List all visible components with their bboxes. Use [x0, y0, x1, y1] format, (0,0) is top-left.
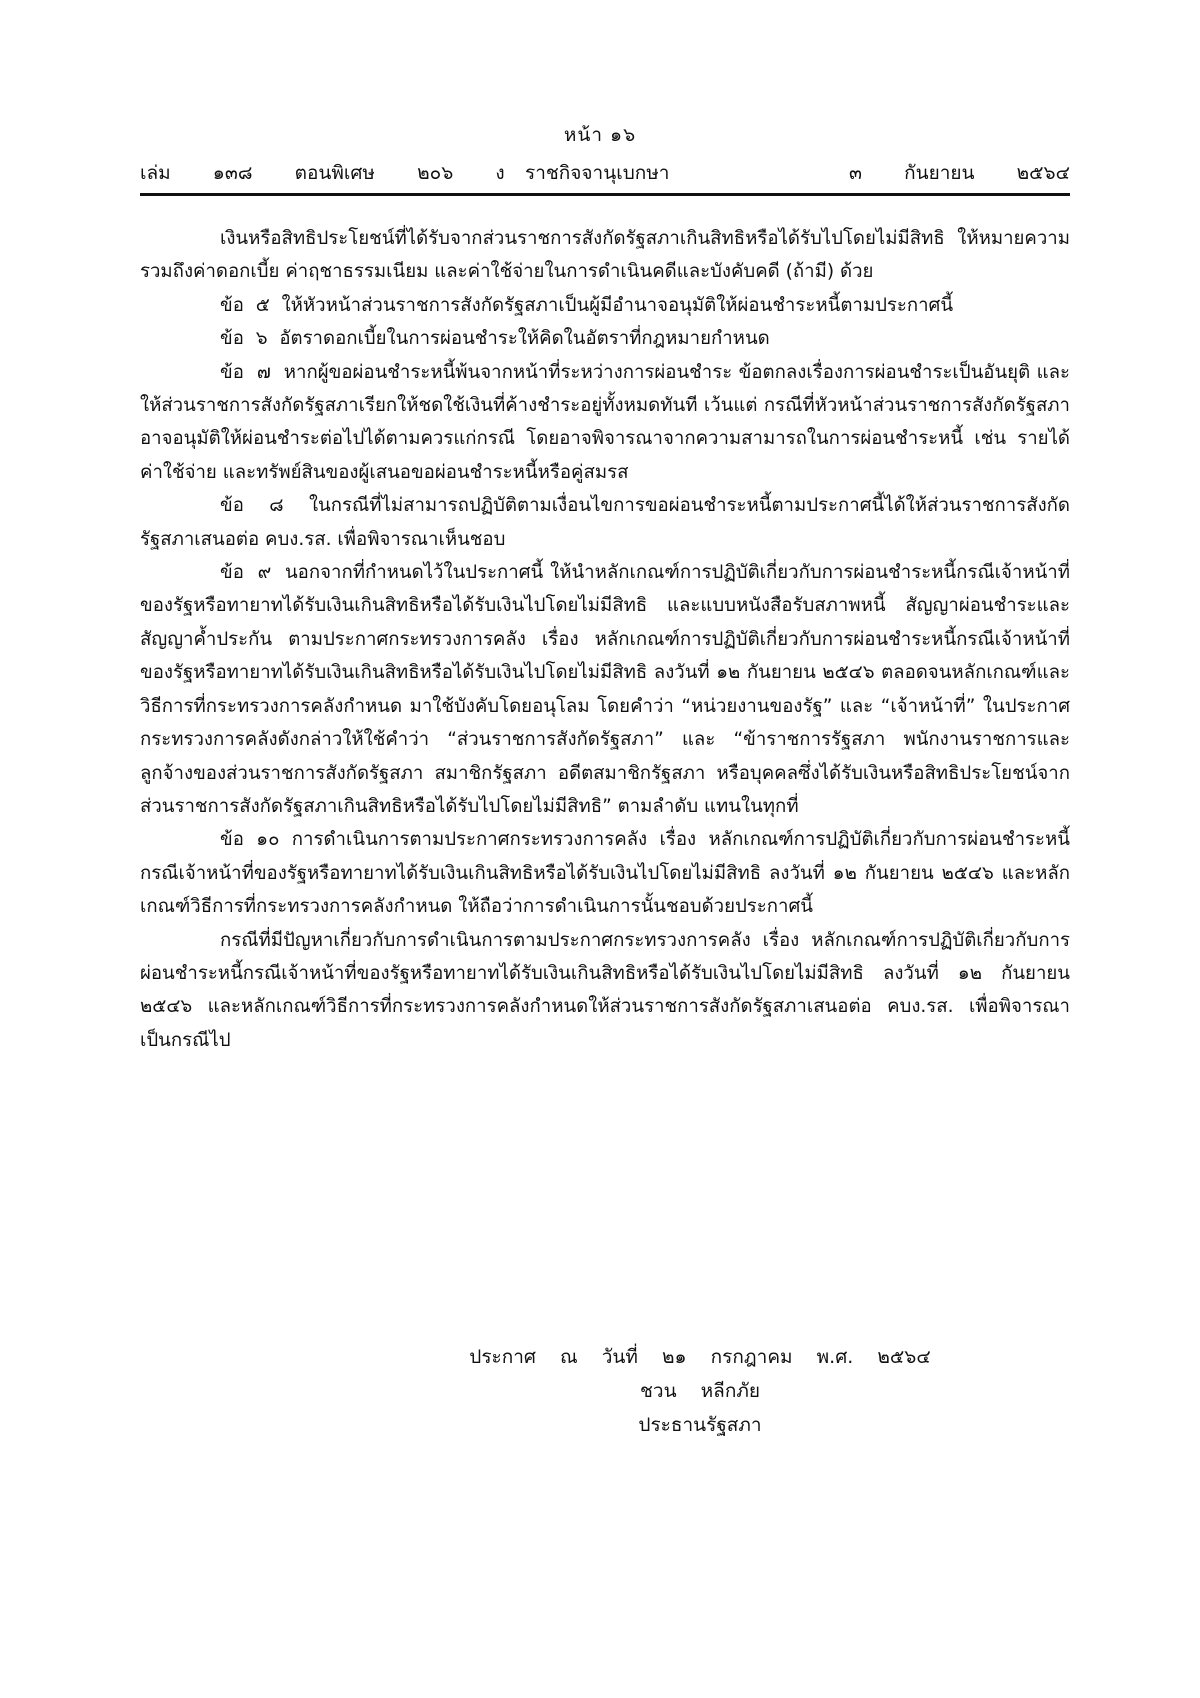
signatory-title: ประธานรัฐสภา: [638, 1414, 762, 1436]
signatory-name: ชวน หลีกภัย: [640, 1380, 760, 1402]
clause-label: ข้อ ๗: [220, 361, 284, 383]
clause-10: [140, 823, 1070, 923]
announcement-body: [140, 222, 1070, 1057]
clause-text: การดำเนินการตามประกาศกระทรวงการคลัง เรื่อง หลักเกณฑ์การปฏิบัติเกี่ยวกับการผ่อนชำระหนี้กรณีเจ้าหน้าที่ของรัฐหรือทายาทได้รับเงินเกินสิทธิหรือได้รับเงินไปโดยไม่มีสิทธิ ลงวันที่ ๑๒ กันยายน ๒๕๔๖ และหลักเกณฑ์วิธีการที่กระทรวงการคลังกำหนด ให้ถือว่าการดำเนินการนั้นชอบด้วยประกาศนี้: [140, 829, 1070, 918]
clause-text: อัตราดอกเบี้ยในการผ่อนชำระให้คิดในอัตราที่กฎหมายกำหนด: [279, 328, 770, 350]
clause-label: ข้อ ๘: [220, 495, 309, 517]
clause-text: ให้หัวหน้าส่วนราชการสังกัดรัฐสภาเป็นผู้มีอำนาจอนุมัติให้ผ่อนชำระหนี้ตามประกาศนี้: [281, 294, 954, 316]
signature-block: [460, 1340, 940, 1442]
clause-6: [140, 322, 1070, 355]
clause-8: [140, 489, 1070, 556]
paragraph-text: กรณีที่มีปัญหาเกี่ยวกับการดำเนินการตามประกาศกระทรวงการคลัง เรื่อง หลักเกณฑ์การปฏิบัติเกี่ยวกับการผ่อนชำระหนี้กรณีเจ้าหน้าที่ของรัฐหรือทายาทได้รับเงินเกินสิทธิหรือได้รับเงินไปโดยไม่มีสิทธิ ลงวันที่ ๑๒ กันยายน ๒๕๔๖ และหลักเกณฑ์วิธีการที่กระทรวงการคลังกำหนดให้ส่วนราชการสังกัดรัฐสภาเสนอต่อ คบง.รส. เพื่อพิจารณาเป็นกรณีไป: [140, 929, 1070, 1051]
clause-text: ในกรณีที่ไม่สามารถปฏิบัติตามเงื่อนไขการขอผ่อนชำระหนี้ตามประกาศนี้ได้ให้ส่วนราชการสังกัดรัฐสภาเสนอต่อ คบง.รส. เพื่อพิจารณาเห็นชอบ: [140, 495, 1070, 550]
clause-text: นอกจากที่กำหนดไว้ในประกาศนี้ ให้นำหลักเกณฑ์การปฏิบัติเกี่ยวกับการผ่อนชำระหนี้กรณีเจ้าหน้าที่ของรัฐหรือทายาทได้รับเงินเกินสิทธิหรือได้รับเงินไปโดยไม่มีสิทธิ และแบบหนังสือรับสภาพหนี้ สัญญาผ่อนชำระและสัญญาค้ำประกัน ตามประกาศกระทรวงการคลัง เรื่อง หลักเกณฑ์การปฏิบัติเกี่ยวกับการผ่อนชำระหนี้กรณีเจ้าหน้าที่ของรัฐหรือทายาทได้รับเงินเกินสิทธิหรือได้รับเงินไปโดยไม่มีสิทธิ ลงวันที่ ๑๒ กันยายน ๒๕๔๖ ตลอดจนหลักเกณฑ์และวิธีการที่กระทรวงการคลังกำหนด มาใช้บังคับโดยอนุโลม โดยคำว่า “หน่วยงานของรัฐ” และ “เจ้าหน้าที่” ในประกาศกระทรวงการคลังดังกล่าวให้ใช้คำว่า “ส่วนราชการสังกัดรัฐสภา” และ “ข้าราชการรัฐสภา พนักงานราชการและลูกจ้างของส่วนราชการสังกัดรัฐสภา สมาชิกรัฐสภา อดีตสมาชิกรัฐสภา หรือบุคคลซึ่งได้รับเงินหรือสิทธิประโยชน์จากส่วนราชการสังกัดรัฐสภาเกินสิทธิหรือได้รับไปโดยไม่มีสิทธิ” ตามลำดับ แทนในทุกที่: [140, 562, 1070, 817]
gazette-header: [140, 158, 1070, 188]
clause-label: ข้อ ๑๐: [220, 829, 292, 851]
volume-issue: เล่ม ๑๓๘ ตอนพิเศษ ๒๐๖ ง: [140, 162, 505, 184]
clause-text: หากผู้ขอผ่อนชำระหนี้พ้นจากหน้าที่ระหว่างการผ่อนชำระ ข้อตกลงเรื่องการผ่อนชำระเป็นอันยุติ และให้ส่วนราชการสังกัดรัฐสภาเรียกให้ชดใช้เงินที่ค้างชำระอยู่ทั้งหมดทันที เว้นแต่ กรณีที่หัวหน้าส่วนราชการสังกัดรัฐสภาอาจอนุมัติให้ผ่อนชำระต่อไปได้ตามควรแก่กรณี โดยอาจพิจารณาจากความสามารถในการผ่อนชำระหนี้ เช่น รายได้ ค่าใช้จ่าย และทรัพย์สินของผู้เสนอขอผ่อนชำระหนี้หรือคู่สมรส: [140, 361, 1070, 483]
clause-label: ข้อ ๖: [220, 328, 280, 350]
clause-label: ข้อ ๕: [220, 294, 282, 316]
header-divider: [140, 193, 1070, 196]
paragraph-text: เงินหรือสิทธิประโยชน์ที่ได้รับจากส่วนราชการสังกัดรัฐสภาเกินสิทธิหรือได้รับไปโดยไม่มีสิทธิ ให้หมายความรวมถึงค่าดอกเบี้ย ค่าฤชาธรรมเนียม และค่าใช้จ่ายในการดำเนินคดีและบังคับคดี (ถ้ามี) ด้วย: [140, 228, 1070, 283]
publication-date: ๓ กันยายน ๒๕๖๔: [849, 162, 1070, 184]
clause-7: [140, 356, 1070, 490]
page-number: หน้า ๑๖: [563, 124, 637, 146]
paragraph-definition: [140, 222, 1070, 289]
announcement-date: ประกาศ ณ วันที่ ๒๑ กรกฎาคม พ.ศ. ๒๕๖๔: [469, 1346, 931, 1368]
clause-5: [140, 289, 1070, 322]
clause-9: [140, 556, 1070, 823]
paragraph-problem-cases: [140, 924, 1070, 1058]
gazette-name: ราชกิจจานุเบกษา: [525, 162, 670, 184]
clause-label: ข้อ ๙: [220, 562, 285, 584]
